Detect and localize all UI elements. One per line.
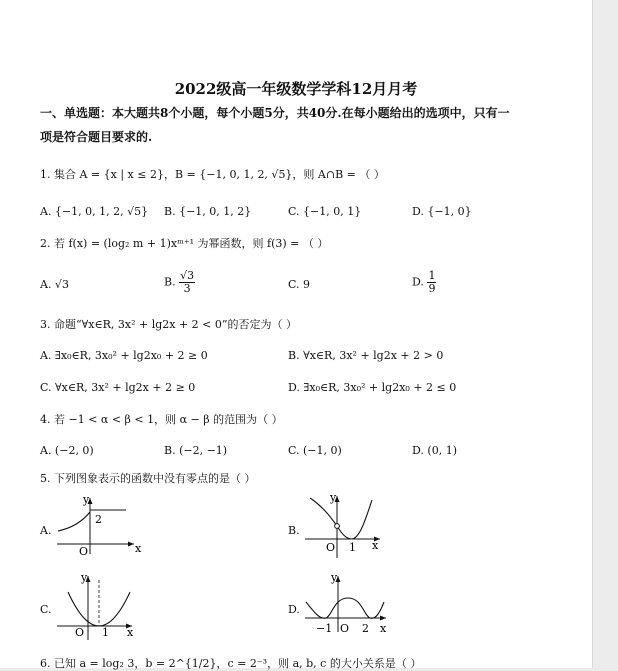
q2-option-d [412,270,436,295]
q2-option-b-fraction [179,270,195,295]
graph-d-neg-mark: −1 [316,622,333,635]
q4-option-b: B. (−2, −1) [164,444,228,457]
q5-option-a: A. [40,524,52,537]
q4-option-a: A. (−2, 0) [40,444,94,457]
q4-stem: 4. 若 −1 < α < β < 1，则 α − β 的范围为（ ） [40,413,283,426]
q2-stem: 2. 若 f(x) = (log₂ m + 1)xᵐ⁺¹ 为幂函数，则 f(3) = （ ） [40,237,329,250]
graph-b-x-label: x [372,539,379,552]
graph-c-y-label: y [81,571,88,584]
q5-graph-d [300,572,392,642]
q2-option-a: A. √3 [40,278,69,291]
q5-graph-b [300,492,386,562]
q3-option-a: A. ∃x₀∈R, 3x₀² + lg2x₀ + 2 ≥ 0 [40,349,208,362]
q5-graph-a [52,494,142,558]
graph-c-mark: 1 [102,626,109,639]
section-heading-line2: 项是符合题目要求的. [40,130,153,144]
q1-stem: 1. 集合 A = {x | x ≤ 2}，B = {−1, 0, 1, 2, √5}，则 A∩B = （ ） [40,168,385,181]
exam-title: 2022级高一年级数学学科12月月考 [174,80,418,98]
graph-b-mark: 1 [349,541,356,554]
graph-a-curve [58,512,90,531]
graph-d-origin: O [340,622,350,635]
graph-c-x-label: x [127,626,134,639]
graph-a-y-label: y [83,493,90,506]
q2-option-b-numerator: √3 [180,269,195,282]
q2-option-b [164,270,195,295]
q3-option-d: D. ∃x₀∈R, 3x₀² + lg2x₀ + 2 ≤ 0 [288,381,457,394]
graph-a-x-label: x [135,542,142,555]
graph-d-curve [306,598,384,618]
graph-a-mark: 2 [95,513,102,526]
graph-a-origin: O [79,545,89,558]
q3-option-b: B. ∀x∈R, 3x² + lg2x + 2 > 0 [288,349,444,362]
q4-option-c: C. (−1, 0) [288,444,342,457]
q1-option-c: C. {−1, 0, 1} [288,205,362,218]
q3-option-c: C. ∀x∈R, 3x² + lg2x + 2 ≥ 0 [40,381,196,394]
graph-b-curve [310,498,372,539]
graph-d-mark: 2 [362,622,369,635]
q1-option-b: B. {−1, 0, 1, 2} [164,205,252,218]
q5-option-c: C. [40,603,52,616]
graph-d-y-label: y [331,571,338,584]
q5-option-b: B. [288,524,300,537]
graph-b-origin: O [326,541,336,554]
graph-c-origin: O [75,626,85,639]
q2-option-d-denominator: 9 [428,282,436,295]
q3-stem: 3. 命题“∀x∈R, 3x² + lg2x + 2 < 0”的否定为（ ） [40,318,297,331]
graph-d-x-label: x [380,622,387,635]
graph-b-y-label: y [330,491,337,504]
q2-option-d-fraction [427,270,436,295]
graph-a-x-arrow [128,542,134,547]
q2-option-d-numerator: 1 [428,269,436,282]
graph-b-open-point [335,524,340,529]
q1-option-a: A. {−1, 0, 1, 2, √5} [40,205,149,218]
q4-option-d: D. (0, 1) [412,444,457,457]
q5-graph-c [52,572,142,642]
q5-stem: 5. 下列图象表示的函数中没有零点的是（ ） [40,472,256,485]
q5-option-d: D. [288,603,300,616]
q2-option-b-label: B. [164,275,176,289]
q1-option-d: D. {−1, 0} [412,205,472,218]
q2-option-d-label: D. [412,275,424,289]
viewer-side-margin [592,0,618,668]
section-heading-line1: 一、单选题：本大题共8个小题，每个小题5分，共40分.在每小题给出的选项中，只有一 [40,106,510,120]
graph-d-x-arrow [380,616,386,621]
q2-option-c: C. 9 [288,278,311,291]
q2-option-b-denominator: 3 [183,282,191,295]
q6-stem: 6. 已知 a = log₂ 3，b = 2^{1/2}，c = 2⁻³，则 a, b, c 的大小关系是（ ） [40,657,422,670]
